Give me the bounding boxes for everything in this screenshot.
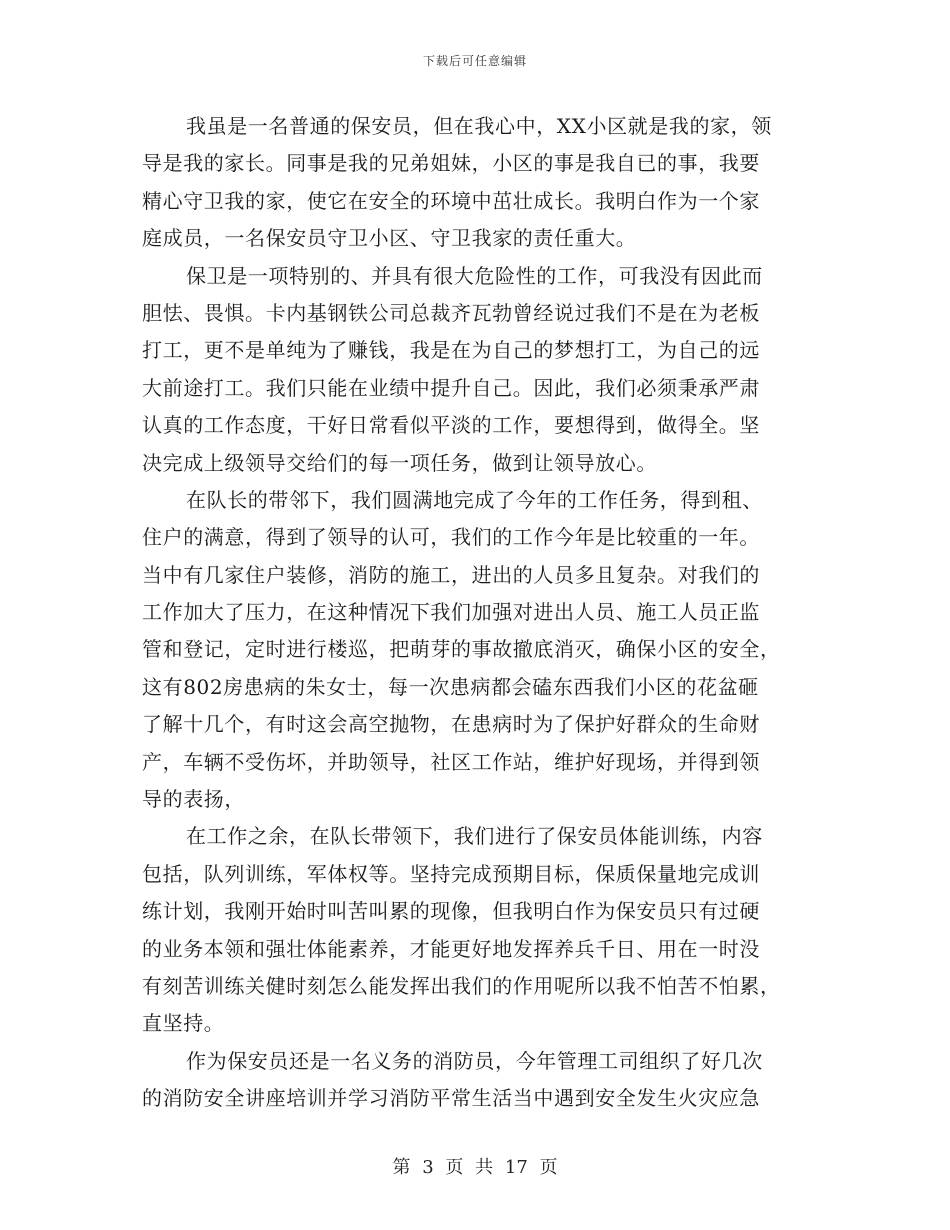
text-line: 庭成员，一名保安员守卫小区、守卫我家的责任重大。	[142, 226, 637, 251]
page-footer	[0, 1153, 950, 1179]
text-line: 打工，更不是单纯为了赚钱，我是在为自己的梦想打工，为自己的远	[142, 338, 760, 363]
text-line: 工作加大了压力，在这种情况下我们加强对进出人员、施工人员正监	[142, 600, 760, 625]
text-line: 我虽是一名普通的保安员，但在我心中，XX小区就是我的家，领	[186, 114, 772, 138]
text-line: 作为保安员还是一名义务的消防员，今年管理工司组织了好几次	[186, 1048, 763, 1073]
text-line: 导是我的家长。同事是我的兄弟姐妹，小区的事是我自已的事，我要	[142, 151, 760, 176]
text-line: 了解十几个，有时这会高空抛物，在患病时为了保护好群众的生命财	[142, 712, 760, 737]
footer-total-pages: 17	[504, 1157, 528, 1178]
text-line: 这有802房患病的朱女士，每一次患病都会磕东西我们小区的花盆砸	[142, 674, 759, 699]
text-line: 导的表扬，	[142, 787, 245, 812]
text-line: 保卫是一项特别的、并具有很大危险性的工作，可我没有因此而	[186, 263, 763, 288]
text-line: 精心守卫我的家，使它在安全的环境中茁壮成长。我明白作为一个家	[142, 188, 760, 213]
text-line: 包括，队列训练，军体权等。坚持完成预期目标，保质保量地完成训	[142, 861, 760, 886]
text-line: 决完成上级领导交给们的每一项任务，做到让领导放心。	[142, 450, 657, 475]
text-line: 的消防安全讲座培训并学习消防平常生活当中遇到安全发生火灾应急	[142, 1086, 760, 1111]
text-line: 管和登记，定时进行楼巡，把萌芽的事故撤底消灭，确保小区的安全，	[142, 637, 781, 662]
text-line: 在工作之余，在队长带领下，我们进行了保安员体能训练，内容	[186, 824, 763, 849]
text-line: 大前途打工。我们只能在业绩中提升自己。因此，我们必须秉承严肃	[142, 375, 760, 400]
text-line: 的业务本领和强壮体能素养，才能更好地发挥养兵千日、用在一时没	[142, 936, 760, 961]
text-line: 练计划，我刚开始时叫苦叫累的现像，但我明白作为保安员只有过硬	[142, 899, 760, 924]
footer-page-unit: 页	[445, 1157, 464, 1178]
text-line: 直坚持。	[142, 1011, 225, 1036]
footer-total-unit: 页	[539, 1157, 558, 1178]
footer-page-number: 3	[422, 1157, 434, 1178]
page-header: 下载后可任意编辑	[422, 54, 527, 68]
text-line: 认真的工作态度，干好日常看似平淡的工作，要想得到，做得全。坚	[142, 413, 760, 438]
text-line: 当中有几家住户装修，消防的施工，进出的人员多且复杂。对我们的	[142, 562, 760, 587]
text-line: 产，车辆不受伤坏，并助领导，社区工作站，维护好现场，并得到领	[142, 749, 760, 774]
text-line: 有刻苦训练关健时刻怎么能发挥出我们的作用呢所以我不怕苦不怕累，	[142, 973, 781, 998]
footer-prefix: 第	[392, 1157, 411, 1178]
text-line: 住户的满意，得到了领导的认可，我们的工作今年是比较重的一年。	[142, 525, 760, 550]
footer-total-prefix: 共	[475, 1157, 494, 1178]
text-line: 胆怯、畏惧。卡内基钢铁公司总裁齐瓦勃曾经说过我们不是在为老板	[142, 300, 760, 325]
document-body	[142, 108, 808, 1118]
text-line: 在队长的带邻下，我们圆满地完成了今年的工作任务，得到租、	[186, 487, 763, 512]
